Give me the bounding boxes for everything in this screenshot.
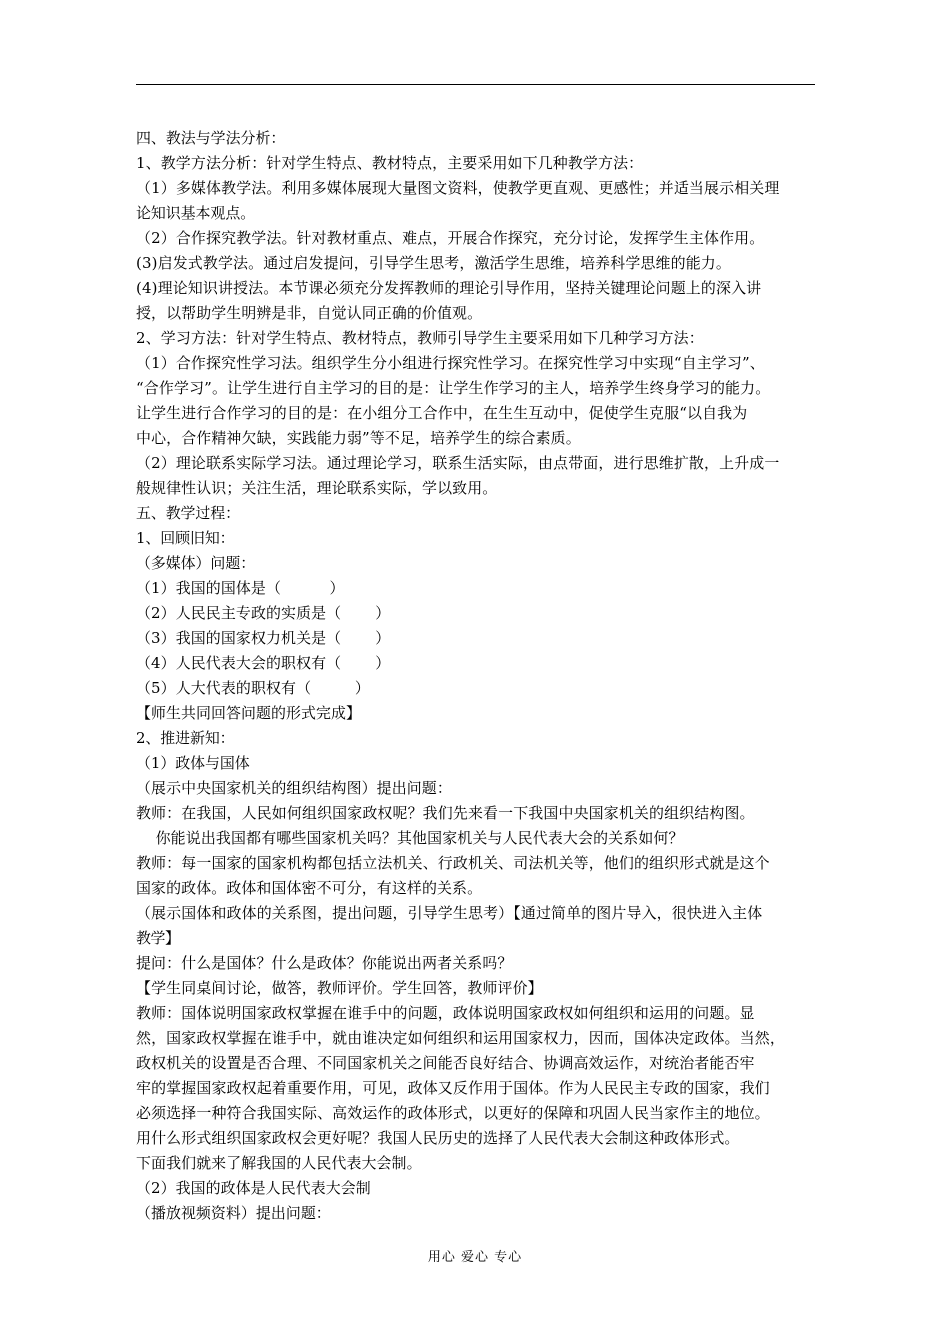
text-line: （1）政体与国体 [136,754,250,772]
text-line: （5）人大代表的职权有（ ） [136,679,370,697]
text-line: 教学】 [136,929,180,947]
text-line: (4)理论知识讲授法。本节课必须充分发挥教师的理论引导作用，坚持关键理论问题上的深入讲 [136,279,762,297]
text-line: （展示中央国家机关的组织结构图）提出问题： [136,779,452,797]
text-line: 用什么形式组织国家政权会更好呢？我国人民历史的选择了人民代表大会制这种政体形式。 [136,1129,740,1147]
text-line: 教师：在我国，人民如何组织国家政权呢？我们先来看一下我国中央国家机关的组织结构图。 [136,804,755,822]
document-body [136,126,820,1226]
text-line: 政权机关的设置是否合理、不同国家机关之间能否良好结合、协调高效运作，对统治者能否牢 [136,1054,755,1072]
text-line: 2、推进新知： [136,729,235,747]
text-line: 你能说出我国都有哪些国家机关吗？其他国家机关与人民代表大会的关系如何？ [136,829,684,847]
text-line: (3)启发式教学法。通过启发提问，引导学生思考，激活学生思维，培养科学思维的能力。 [136,254,731,272]
text-line: 提问：什么是国体？什么是政体？你能说出两者关系吗？ [136,954,513,972]
text-line: 教师：国体说明国家政权掌握在谁手中的问题，政体说明国家政权如何组织和运用的问题。显 [136,1004,755,1022]
text-line: 论知识基本观点。 [136,204,256,222]
text-line: 牢的掌握国家政权起着重要作用，可见，政体又反作用于国体。作为人民民主专政的国家，我们 [136,1079,770,1097]
text-line: 五、教学过程： [136,504,240,522]
text-line: 授，以帮助学生明辨是非，自觉认同正确的价值观。 [136,304,483,322]
text-line: （2）理论联系实际学习法。通过理论学习，联系生活实际，由点带面，进行思维扩散，上升成一 [136,454,780,472]
text-line: （多媒体）问题： [136,554,256,572]
text-line: 国家的政体。政体和国体密不可分，有这样的关系。 [136,879,483,897]
text-line: 1、回顾旧知： [136,529,235,547]
text-line: 【学生同桌间讨论，做答，教师评价。学生回答，教师评价】 [136,979,543,997]
text-line: （1）合作探究性学习法。组织学生分小组进行探究性学习。在探究性学习中实现“自主学习”、 [136,354,765,372]
text-line: 中心，合作精神欠缺，实践能力弱”等不足，培养学生的综合素质。 [136,429,581,447]
text-line: （2）合作探究教学法。针对教材重点、难点，开展合作探究，充分讨论，发挥学生主体作用。 [136,229,765,247]
text-line: 必须选择一种符合我国实际、高效运作的政体形式，以更好的保障和巩固人民当家作主的地位。 [136,1104,770,1122]
page-footer: 用心 爱心 专心 [427,1250,523,1265]
text-line: （2）我国的政体是人民代表大会制 [136,1179,371,1197]
text-line: （4）人民代表大会的职权有（ ） [136,654,391,672]
text-line: 下面我们就来了解我国的人民代表大会制。 [136,1154,422,1172]
text-line: 2、学习方法：针对学生特点、教材特点，教师引导学生主要采用如下几种学习方法： [136,329,704,347]
text-line: 【师生共同回答问题的形式完成】 [136,704,362,722]
text-line: 然，国家政权掌握在谁手中，就由谁决定如何组织和运用国家权力，因而，国体决定政体。当然， [136,1029,785,1047]
header-rule [136,84,815,85]
text-line: 教师：每一国家的国家机构都包括立法机关、行政机关、司法机关等，他们的组织形式就是这个 [136,854,770,872]
text-line: （1）我国的国体是（ ） [136,579,345,597]
text-line: 1、教学方法分析：针对学生特点、教材特点，主要采用如下几种教学方法： [136,154,644,172]
text-line: （展示国体和政体的关系图，提出问题，引导学生思考）【通过简单的图片导入，很快进入主体 [136,904,763,922]
text-line: 般规律性认识；关注生活，理论联系实际，学以致用。 [136,479,498,497]
text-line: 四、教法与学法分析： [136,129,286,147]
text-line: （3）我国的国家权力机关是（ ） [136,629,391,647]
text-line: （1）多媒体教学法。利用多媒体展现大量图文资料，使教学更直观、更感性；并适当展示相关理 [136,179,780,197]
text-line: “合作学习”。让学生进行自主学习的目的是：让学生作学习的主人，培养学生终身学习的能力。 [136,379,771,397]
text-line: （播放视频资料）提出问题： [136,1204,331,1222]
text-line: （2）人民民主专政的实质是（ ） [136,604,391,622]
text-line: 让学生进行合作学习的目的是：在小组分工合作中，在生生互动中，促使学生克服“以自我为 [136,404,748,422]
